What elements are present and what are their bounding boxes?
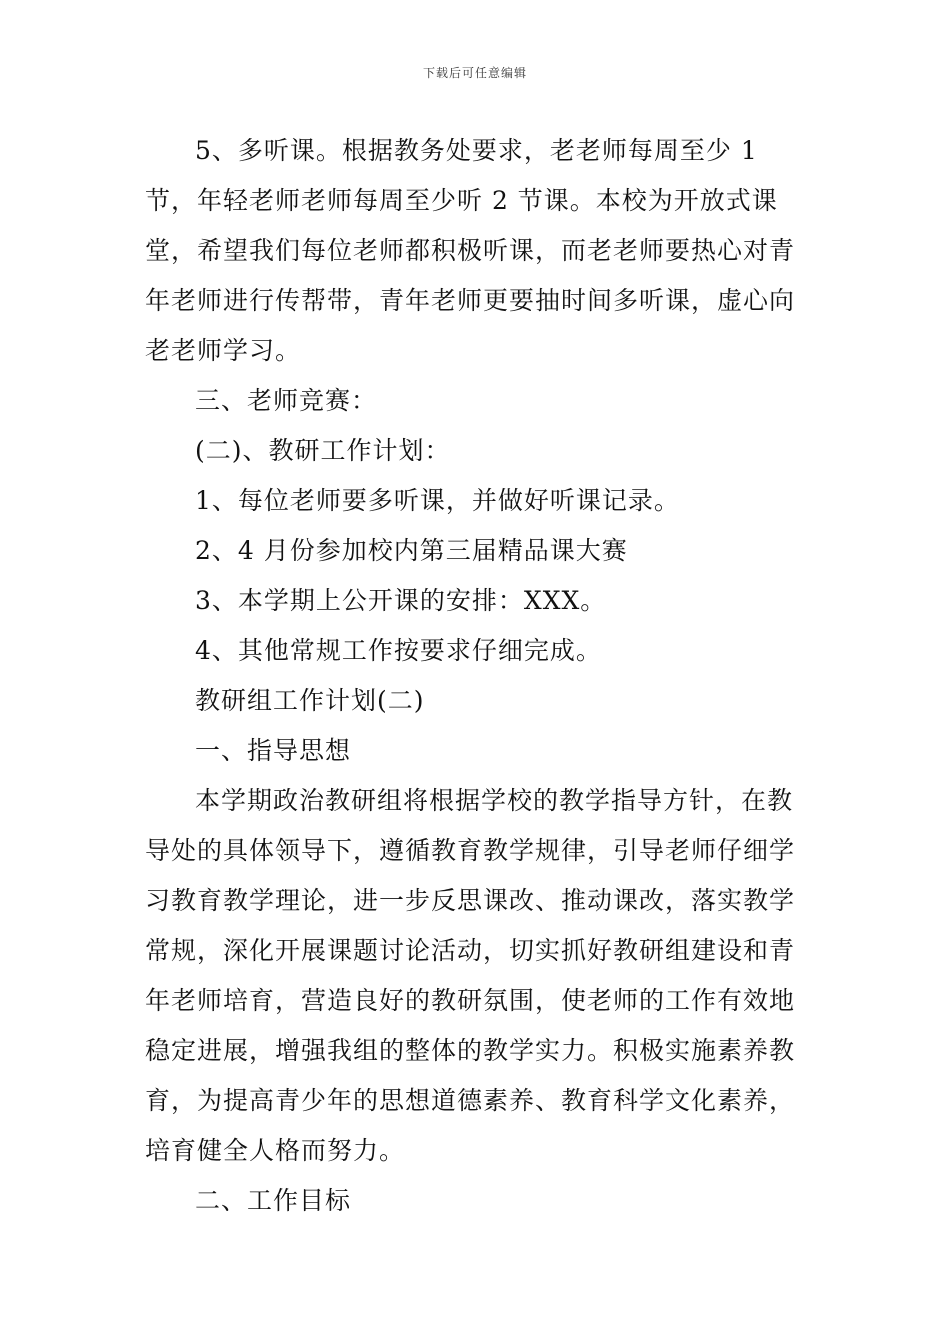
page-header-note: 下载后可任意编辑 — [422, 66, 527, 80]
heading-research-plan: (二)、教研工作计划： — [195, 436, 451, 465]
paragraph-listen-classes: 5、多听课。根据教务处要求，老老师每周至少 1 节，年轻老师老师每周至少听 2 节课。本校为开放式课堂，希望我们每位老师都积极听课，而老老师要热心对青年老师进行传帮带，青年老师更要抽时间多听课，虚心向老老师学习。 — [145, 136, 796, 365]
list-item-4: 4、其他常规工作按要求仔细完成。 — [195, 636, 602, 665]
heading-teacher-competition: 三、老师竞赛： — [195, 386, 378, 415]
document-body — [145, 126, 810, 1226]
section-title-plan-two: 教研组工作计划(二) — [195, 686, 425, 715]
heading-guiding-thought: 一、指导思想 — [195, 736, 352, 765]
heading-work-goals: 二、工作目标 — [195, 1186, 352, 1215]
paragraph-guiding-thought: 本学期政治教研组将根据学校的教学指导方针，在教导处的具体领导下，遵循教育教学规律，引导老师仔细学习教育教学理论，进一步反思课改、推动课改，落实教学常规，深化开展课题讨论活动，切实抓好教研组建设和青年老师培育，营造良好的教研氛围，使老师的工作有效地稳定进展，增强我组的整体的教学实力。积极实施素养教育，为提高青少年的思想道德素养、教育科学文化素养，培育健全人格而努力。 — [145, 786, 796, 1165]
list-item-3: 3、本学期上公开课的安排：XXX。 — [195, 586, 607, 615]
list-item-1: 1、每位老师要多听课，并做好听课记录。 — [195, 486, 680, 515]
list-item-2: 2、4 月份参加校内第三届精品课大赛 — [195, 536, 628, 565]
